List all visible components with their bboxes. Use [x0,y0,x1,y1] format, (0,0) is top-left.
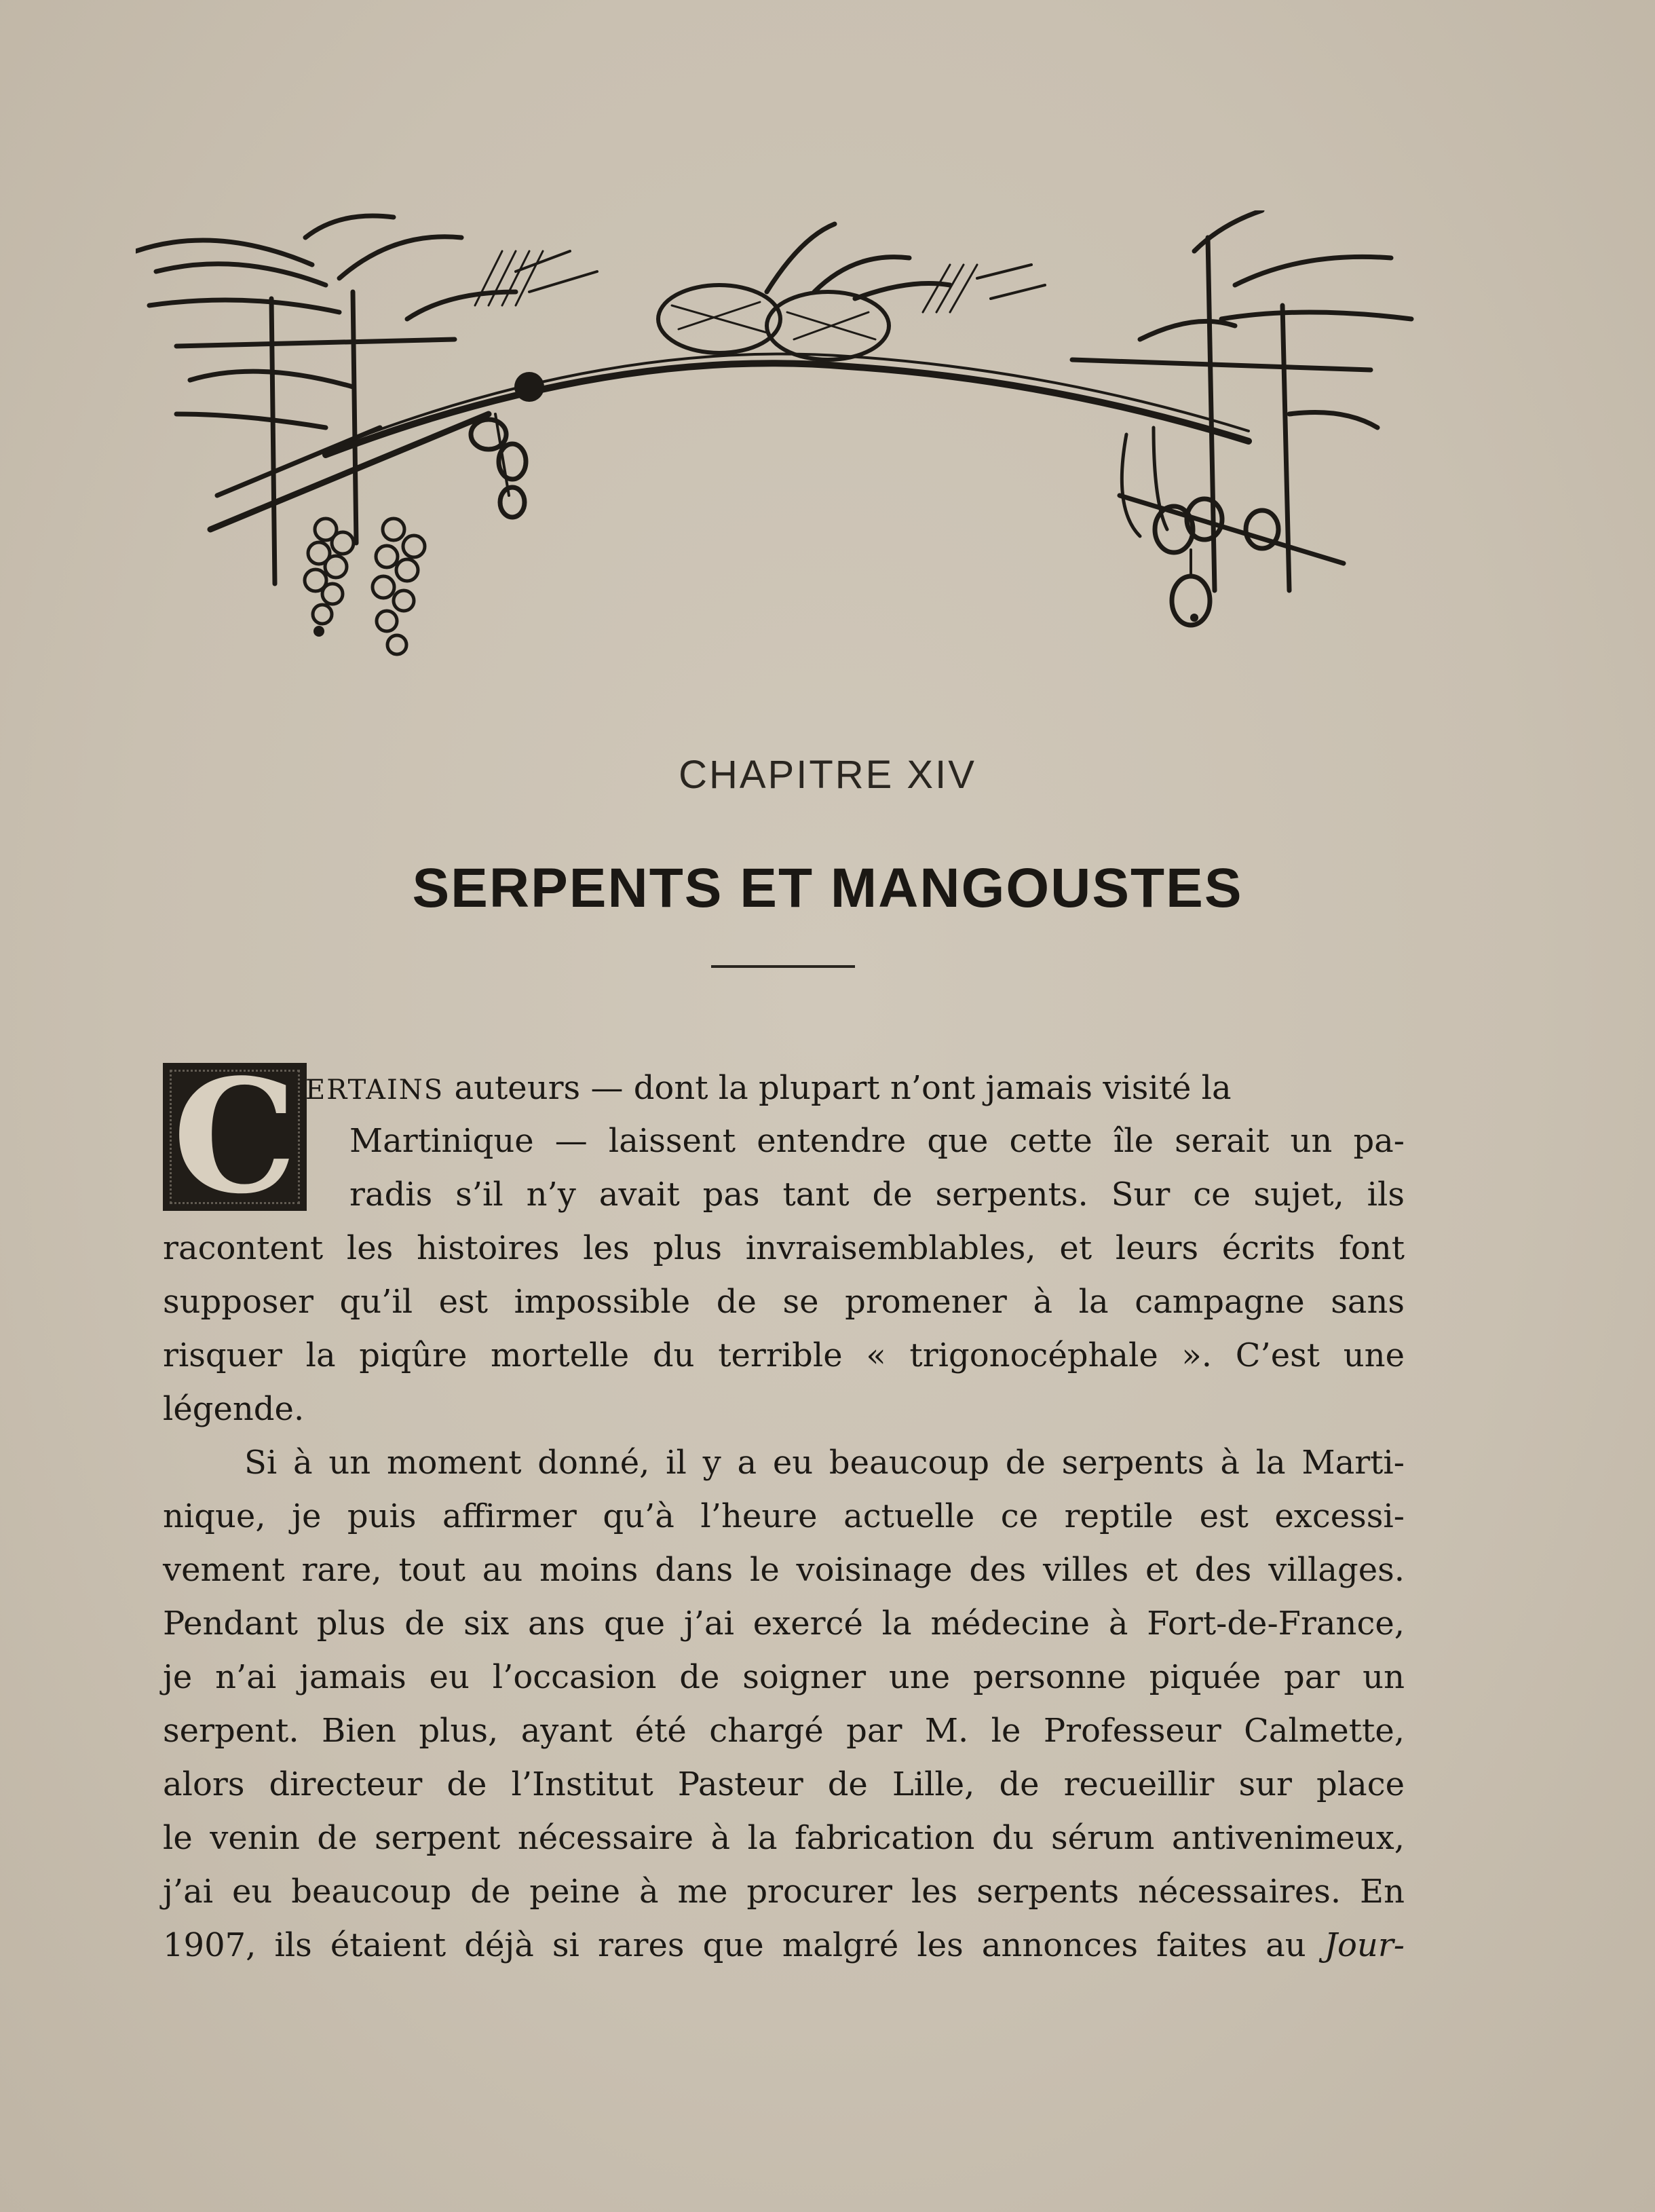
chapter-title: SERPENTS ET MANGOUSTES [412,857,1243,919]
text-line-17: 1907, ils étaient déjà si rares que malgré les annonces faites au Jour- [163,1926,1405,1964]
chapter-heading: CHAPITRE XIV [679,753,976,797]
ornate-drop-cap: C [163,1063,307,1211]
text-line-4: racontent les histoires les plus invraisemblables, et leurs écrits font [163,1229,1405,1267]
text-line-13: serpent. Bien plus, ayant été chargé par M. le Professeur Calmette, [163,1712,1405,1750]
text-line-11: Pendant plus de six ans que j’ai exercé la médecine à Fort-de-France, [163,1605,1405,1643]
text-line-5: supposer qu’il est impossible de se promener à la campagne sans [163,1283,1405,1321]
text-line-10: vement rare, tout au moins dans le voisinage des villes et des villages. [163,1551,1405,1589]
text-line-8: Si à un moment donné, il y a eu beaucoup de serpents à la Marti- [244,1444,1405,1482]
text-line-12: je n’ai jamais eu l’occasion de soigner une personne piquée par un [163,1658,1405,1696]
text-line-7: légende. [163,1390,305,1428]
text-line-1: ERTAINS auteurs — dont la plupart n’ont jamais visité la [305,1069,1232,1107]
text-line-2: Martinique — laissent entendre que cette île serait un pa- [349,1122,1405,1160]
title-divider-rule [711,965,855,968]
floral-headpiece-ornament [136,210,1425,672]
text-line-16: j’ai eu beaucoup de peine à me procurer les serpents nécessaires. En [163,1873,1405,1911]
text-line-15: le venin de serpent nécessaire à la fabrication du sérum antivenimeux, [163,1819,1405,1857]
text-line-6: risquer la piqûre mortelle du terrible « trigonocéphale ». C’est une [163,1336,1405,1374]
text-line-3: radis s’il n’y avait pas tant de serpents. Sur ce sujet, ils [349,1176,1405,1214]
text-line-9: nique, je puis affirmer qu’à l’heure actuelle ce reptile est excessi- [163,1497,1405,1535]
text-line-14: alors directeur de l’Institut Pasteur de Lille, de recueillir sur place [163,1765,1405,1803]
